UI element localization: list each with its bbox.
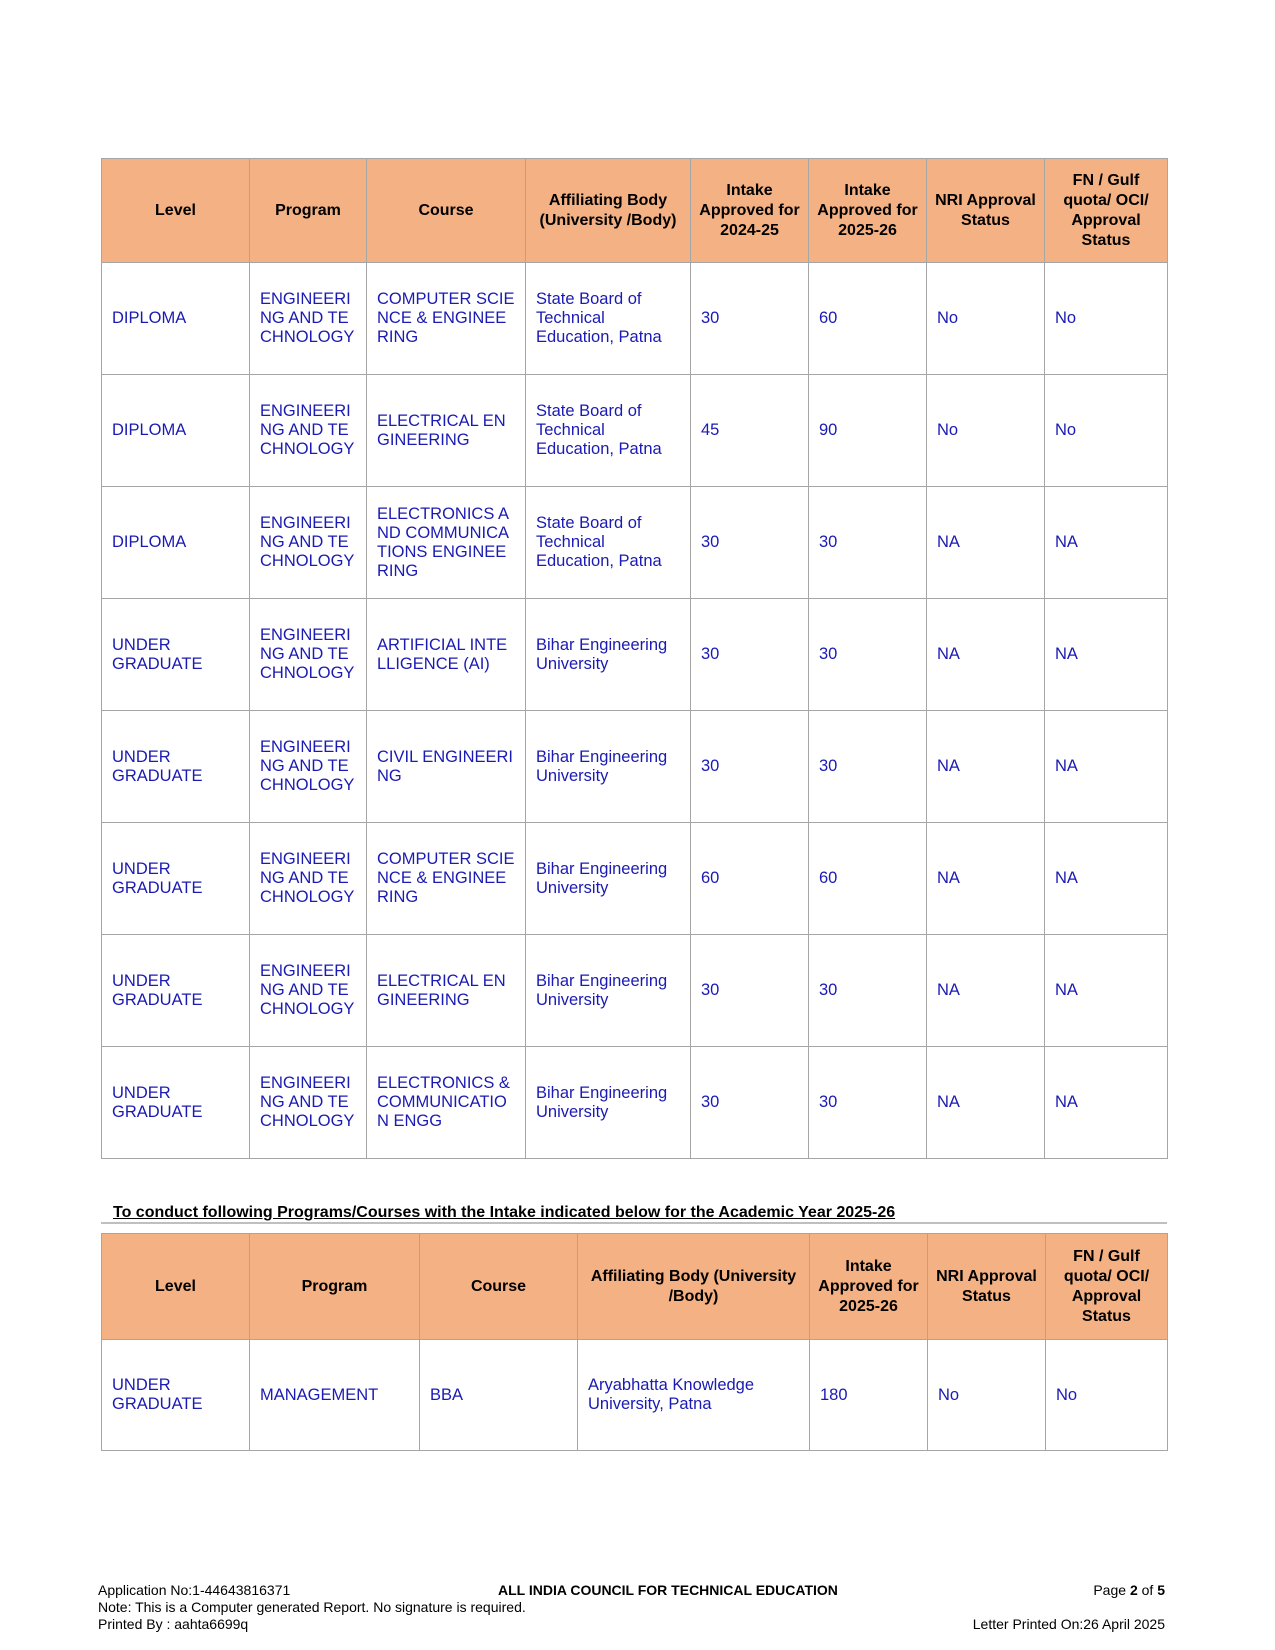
page-of: of [1137,1582,1158,1598]
header-nri-status: NRI Approval Status [927,159,1045,263]
table-header-row [102,1234,1168,1340]
cell-intake-2025-26: 30 [809,935,927,1047]
table-row [102,599,1168,711]
page-prefix: Page [1093,1582,1130,1598]
header-level: Level [102,159,250,263]
table-row [102,487,1168,599]
table-row [102,711,1168,823]
cell-intake-2024-25: 30 [691,935,809,1047]
header-program: Program [250,159,367,263]
cell-intake-2025-26: 60 [809,823,927,935]
cell-intake-2024-25: 30 [691,711,809,823]
cell-fn-gulf-status: NA [1045,823,1168,935]
cell-nri-status: NA [927,1047,1045,1159]
cell-intake-2024-25: 30 [691,1047,809,1159]
cell-affiliating-body: Bihar Engineering University [526,935,691,1047]
cell-fn-gulf-status: No [1045,263,1168,375]
cell-nri-status: NA [927,599,1045,711]
cell-level: DIPLOMA [102,375,250,487]
cell-intake-2024-25: 30 [691,263,809,375]
cell-affiliating-body: State Board of Technical Education, Patna [526,375,691,487]
cell-intake-2024-25: 30 [691,487,809,599]
cell-program: ENGINEERING AND TECHNOLOGY [250,711,367,823]
cell-intake-2025-26: 60 [809,263,927,375]
cell-level: UNDER GRADUATE [102,823,250,935]
cell-course: ELECTRICAL ENGINEERING [367,935,526,1047]
cell-fn-gulf-status: NA [1045,599,1168,711]
cell-affiliating-body: Bihar Engineering University [526,711,691,823]
header-program: Program [250,1234,420,1340]
cell-course: ELECTRICAL ENGINEERING [367,375,526,487]
cell-nri-status: NA [927,711,1045,823]
header-level: Level [102,1234,250,1340]
cell-program: ENGINEERING AND TECHNOLOGY [250,375,367,487]
cell-intake-2024-25: 60 [691,823,809,935]
cell-course: ARTIFICIAL INTELLIGENCE (AI) [367,599,526,711]
new-courses-table [101,1233,1168,1451]
footer-printed-by: Printed By : aahta6699q [98,1616,249,1632]
cell-nri-status: NA [927,487,1045,599]
cell-course: COMPUTER SCIENCE & ENGINEERING [367,823,526,935]
cell-intake-2025-26: 30 [809,1047,927,1159]
table-row [102,1340,1168,1451]
footer-council-name: ALL INDIA COUNCIL FOR TECHNICAL EDUCATION [498,1582,838,1598]
header-course: Course [367,159,526,263]
cell-intake-2025-26: 30 [809,711,927,823]
cell-intake-2025-26: 30 [809,487,927,599]
cell-level: DIPLOMA [102,487,250,599]
cell-nri-status: No [927,263,1045,375]
approved-courses-table [101,158,1168,1159]
cell-level: DIPLOMA [102,263,250,375]
header-affiliating-body: Affiliating Body (University /Body) [578,1234,810,1340]
cell-level: UNDER GRADUATE [102,711,250,823]
cell-course: CIVIL ENGINEERING [367,711,526,823]
cell-level: UNDER GRADUATE [102,599,250,711]
cell-affiliating-body: Aryabhatta Knowledge University, Patna [578,1340,810,1451]
cell-fn-gulf-status: No [1046,1340,1168,1451]
header-intake-2025-26: Intake Approved for 2025-26 [809,159,927,263]
cell-fn-gulf-status: NA [1045,487,1168,599]
cell-course: BBA [420,1340,578,1451]
cell-course: ELECTRONICS & COMMUNICATION ENGG [367,1047,526,1159]
cell-program: ENGINEERING AND TECHNOLOGY [250,263,367,375]
footer-application-no: Application No:1-44643816371 [98,1582,291,1598]
table-row [102,263,1168,375]
cell-program: ENGINEERING AND TECHNOLOGY [250,823,367,935]
section-heading-new-courses: To conduct following Programs/Courses with the Intake indicated below for the Academic Year 2025-26 [101,1203,1167,1224]
cell-affiliating-body: Bihar Engineering University [526,1047,691,1159]
cell-level: UNDER GRADUATE [102,935,250,1047]
cell-program: ENGINEERING AND TECHNOLOGY [250,599,367,711]
cell-program: ENGINEERING AND TECHNOLOGY [250,935,367,1047]
cell-course: ELECTRONICS AND COMMUNICATIONS ENGINEERING [367,487,526,599]
table-row [102,375,1168,487]
cell-intake-2024-25: 30 [691,599,809,711]
header-affiliating-body: Affiliating Body (University /Body) [526,159,691,263]
cell-intake-2024-25: 45 [691,375,809,487]
footer-note: Note: This is a Computer generated Report. No signature is required. [98,1599,526,1615]
cell-program: ENGINEERING AND TECHNOLOGY [250,487,367,599]
header-course: Course [420,1234,578,1340]
page-total: 5 [1157,1582,1165,1598]
page-current: 2 [1129,1582,1138,1598]
cell-fn-gulf-status: NA [1045,1047,1168,1159]
table-row [102,1047,1168,1159]
header-fn-gulf-status: FN / Gulf quota/ OCI/ Approval Status [1045,159,1168,263]
cell-nri-status: No [927,375,1045,487]
cell-intake-2025-26: 90 [809,375,927,487]
table-row [102,935,1168,1047]
header-fn-gulf-status: FN / Gulf quota/ OCI/ Approval Status [1046,1234,1168,1340]
cell-intake-2025-26: 30 [809,599,927,711]
header-intake-2024-25: Intake Approved for 2024-25 [691,159,809,263]
cell-level: UNDER GRADUATE [102,1340,250,1451]
cell-affiliating-body: State Board of Technical Education, Patna [526,487,691,599]
cell-fn-gulf-status: NA [1045,935,1168,1047]
table-header-row [102,159,1168,263]
footer-page-number [1093,1582,1165,1598]
cell-program: MANAGEMENT [250,1340,420,1451]
cell-nri-status: NA [927,935,1045,1047]
table-row [102,823,1168,935]
cell-fn-gulf-status: No [1045,375,1168,487]
cell-level: UNDER GRADUATE [102,1047,250,1159]
header-intake-2025-26: Intake Approved for 2025-26 [810,1234,928,1340]
header-nri-status: NRI Approval Status [928,1234,1046,1340]
cell-program: ENGINEERING AND TECHNOLOGY [250,1047,367,1159]
cell-affiliating-body: State Board of Technical Education, Patna [526,263,691,375]
cell-nri-status: No [928,1340,1046,1451]
cell-affiliating-body: Bihar Engineering University [526,823,691,935]
cell-course: COMPUTER SCIENCE & ENGINEERING [367,263,526,375]
cell-intake-2025-26: 180 [810,1340,928,1451]
cell-affiliating-body: Bihar Engineering University [526,599,691,711]
footer-letter-printed-date: Letter Printed On:26 April 2025 [972,1616,1165,1632]
cell-fn-gulf-status: NA [1045,711,1168,823]
cell-nri-status: NA [927,823,1045,935]
